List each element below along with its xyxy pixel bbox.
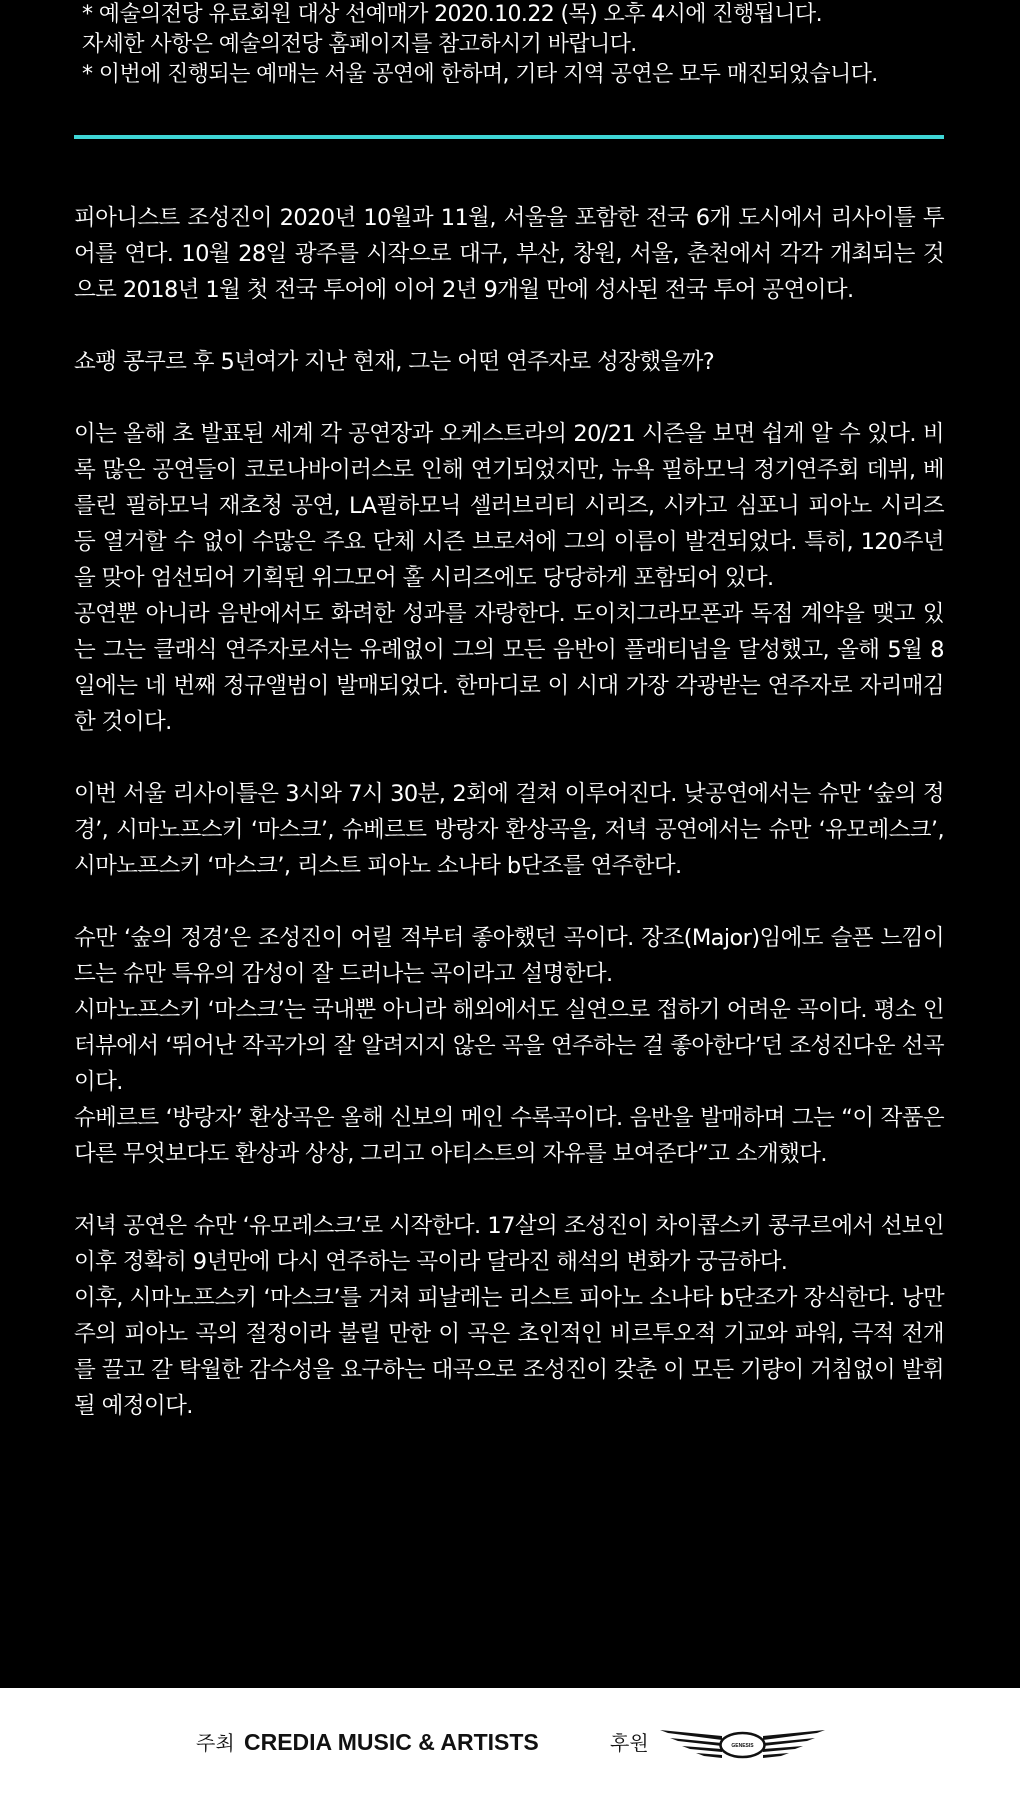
notice-line-3: * 이번에 진행되는 예매는 서울 공연에 한하며, 기타 지역 공연은 모두 매진되었습니다. [82, 62, 878, 87]
notice-line-1: * 예술의전당 유료회원 대상 선예매가 2020.10.22 (목) 오후 4시에 진행됩니다. [82, 2, 822, 27]
article-paragraph-season: 이는 올해 초 발표된 세계 각 공연장과 오케스트라의 20/21 시즌을 보면 쉽게 알 수 있다. 비록 많은 공연들이 코로나바이러스로 인해 연기되었지만, 뉴욕 필하모닉 정기연주회 데뷔, 베를린 필하모닉 재초청 공연, LA필하모닉 셀러브리티 시리즈, 시카고 심포니 피아노 시리즈 등 열거할 수 없이 수많은 주요 단체 시즌 브로셔에 그의 이름이 발견되었다. 특히, 120주년을 맞아 엄선되어 기획된 위그모어 홀 시리즈에도 당당하게 포함되어 있다. [74, 421, 944, 591]
article-paragraph-schubert: 슈베르트 ‘방랑자’ 환상곡은 올해 신보의 메인 수록곡이다. 음반을 발매하며 그는 “이 작품은 다른 무엇보다도 환상과 상상, 그리고 아티스트의 자유를 보여준다”고 소개했다. [74, 1105, 944, 1167]
article-body [74, 200, 944, 1424]
article-paragraph-tour: 피아니스트 조성진이 2020년 10월과 11월, 서울을 포함한 전국 6개 도시에서 리사이틀 투어를 연다. 10월 28일 광주를 시작으로 대구, 부산, 창원, 서울, 춘천에서 각각 개최되는 것으로 2018년 1월 첫 전국 투어에 이어 2년 9개월 만에 성사된 전국 투어 공연이다. [74, 205, 944, 303]
footer-credits [0, 1688, 1020, 1805]
sponsor-label: 후원 [610, 1731, 649, 1755]
article-paragraph-szymanowski: 시마노프스키 ‘마스크’는 국내뿐 아니라 해외에서도 실연으로 접하기 어려운 곡이다. 평소 인터뷰에서 ‘뛰어난 작곡가의 잘 알려지지 않은 곡을 연주하는 걸 좋아한다’던 조성진다운 선곡이다. [74, 997, 944, 1095]
article-paragraph-schumann: 슈만 ‘숲의 정경’은 조성진이 어릴 적부터 좋아했던 곡이다. 장조(Major)임에도 슬픈 느낌이 드는 슈만 특유의 감성이 잘 드러나는 곡이라고 설명한다. [74, 925, 944, 987]
section-divider [74, 135, 944, 139]
host-logo-credia: CREDIA MUSIC & ARTISTS [244, 1729, 539, 1755]
article-paragraph-program: 이번 서울 리사이틀은 3시와 7시 30분, 2회에 걸쳐 이루어진다. 낮공연에서는 슈만 ‘숲의 정경’, 시마노프스키 ‘마스크’, 슈베르트 방랑자 환상곡을, 저녁 공연에서는 슈만 ‘유모레스크’, 시마노프스키 ‘마스크’, 리스트 피아노 소나타 b단조를 연주한다. [74, 781, 944, 879]
article-paragraph-liszt: 이후, 시마노프스키 ‘마스크’를 거쳐 피날레는 리스트 피아노 소나타 b단조가 장식한다. 낭만주의 피아노 곡의 절정이라 불릴 만한 이 곡은 초인적인 비르투오적 기교와 파워, 극적 전개를 끌고 갈 탁월한 감수성을 요구하는 대곡으로 조성진이 갖춘 이 모든 기량이 거침없이 발휘될 예정이다. [74, 1285, 944, 1419]
host-label: 주최 [196, 1731, 235, 1755]
article-paragraph-album: 공연뿐 아니라 음반에서도 화려한 성과를 자랑한다. 도이치그라모폰과 독점 계약을 맺고 있는 그는 클래식 연주자로서는 유례없이 그의 모든 음반이 플래티넘을 달성했고, 올해 5월 8일에는 네 번째 정규앨범이 발매되었다. 한마디로 이 시대 가장 각광받는 연주자로 자리매김한 것이다. [74, 601, 944, 735]
article-paragraph-question: 쇼팽 콩쿠르 후 5년여가 지난 현재, 그는 어떤 연주자로 성장했을까? [74, 349, 715, 375]
genesis-wings-logo-icon [660, 1718, 825, 1768]
genesis-logo-text: GENESIS [731, 1743, 754, 1749]
notice-line-2: 자세한 사항은 예술의전당 홈페이지를 참고하시기 바랍니다. [82, 32, 637, 57]
article-paragraph-evening: 저녁 공연은 슈만 ‘유모레스크’로 시작한다. 17살의 조성진이 차이콥스키 콩쿠르에서 선보인 이후 정확히 9년만에 다시 연주하는 곡이라 달라진 해석의 변화가 궁금하다. [74, 1213, 944, 1275]
notice-block [82, 0, 962, 90]
